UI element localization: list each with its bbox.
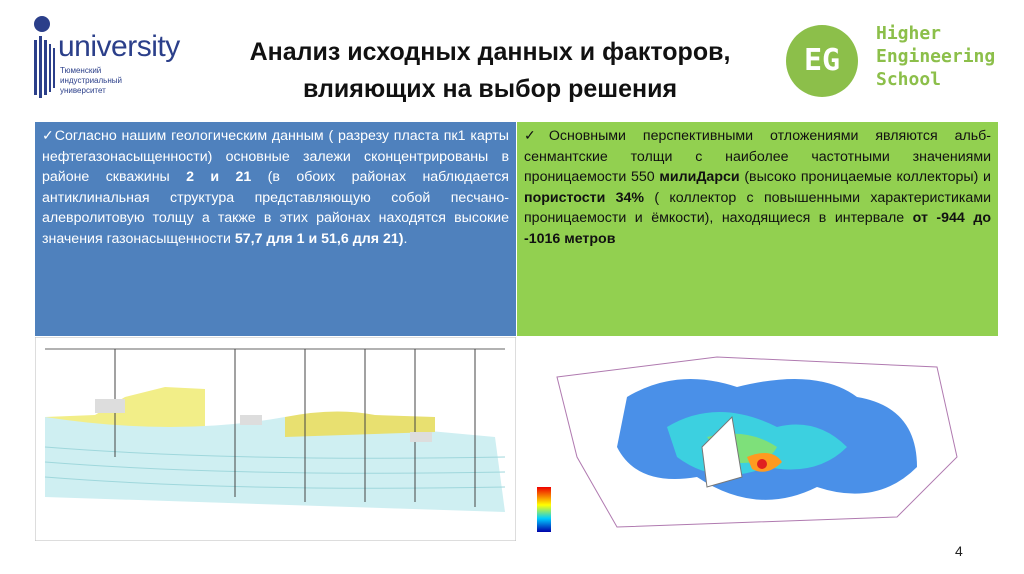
eg-logo-text (876, 22, 995, 91)
eg-line-2: Engineering (876, 46, 996, 67)
bold-wells: 2 и 21 (186, 169, 252, 185)
check-icon: ✓ (524, 128, 549, 144)
bold-saturation: 57,7 для 1 и 51,6 для 21) (234, 230, 404, 247)
bold-porosity: пористости 34% (524, 189, 645, 206)
text: Согласно нашим геологическим данным ( разрезу пласта пк1 карты нефтегазонасыщенности) основные залежи сконцентрированы в районе скважины (42, 128, 509, 185)
eg-line-1: Higher (876, 23, 942, 44)
permeability-map-image (517, 337, 998, 541)
text: ( коллектор с повышенными характеристиками проницаемости и ёмкости), находящиеся в интервале (524, 189, 992, 226)
title-line-1: Анализ исходных данных и факторов, (249, 38, 731, 66)
text: (в обоих районах наблюдается антиклинальная структура представляющую собой песчано-алевролитовую толщу а также в этих районах находятся высокие значения газонасыщенности (42, 169, 509, 247)
eg-logo-mark: EG (786, 25, 858, 97)
page-number: 4 (955, 543, 963, 559)
bold-interval: от -944 до -1016 метров (524, 210, 991, 247)
bold-permeability: милиДарси (659, 169, 740, 185)
text: (высоко проницаемые коллекторы) и (739, 169, 991, 185)
prospects-summary-box (517, 122, 998, 336)
geology-summary-box (35, 122, 516, 336)
text: . (403, 230, 408, 247)
check-icon: ✓ (42, 128, 55, 144)
title-line-2: влияющих на выбор решения (302, 75, 678, 103)
university-emblem-icon (30, 14, 60, 104)
text: Основными перспективными отложениями являются альб-сенмантские толщи с наиболее частотными значениями проницаемости 550 (524, 128, 991, 185)
university-logo-word: university (58, 30, 180, 63)
eg-line-3: School (876, 69, 942, 90)
page-title (195, 34, 785, 108)
geological-cross-section-image (35, 337, 516, 541)
university-logo-subtitle: Тюменский индустриальный университет (60, 66, 122, 95)
